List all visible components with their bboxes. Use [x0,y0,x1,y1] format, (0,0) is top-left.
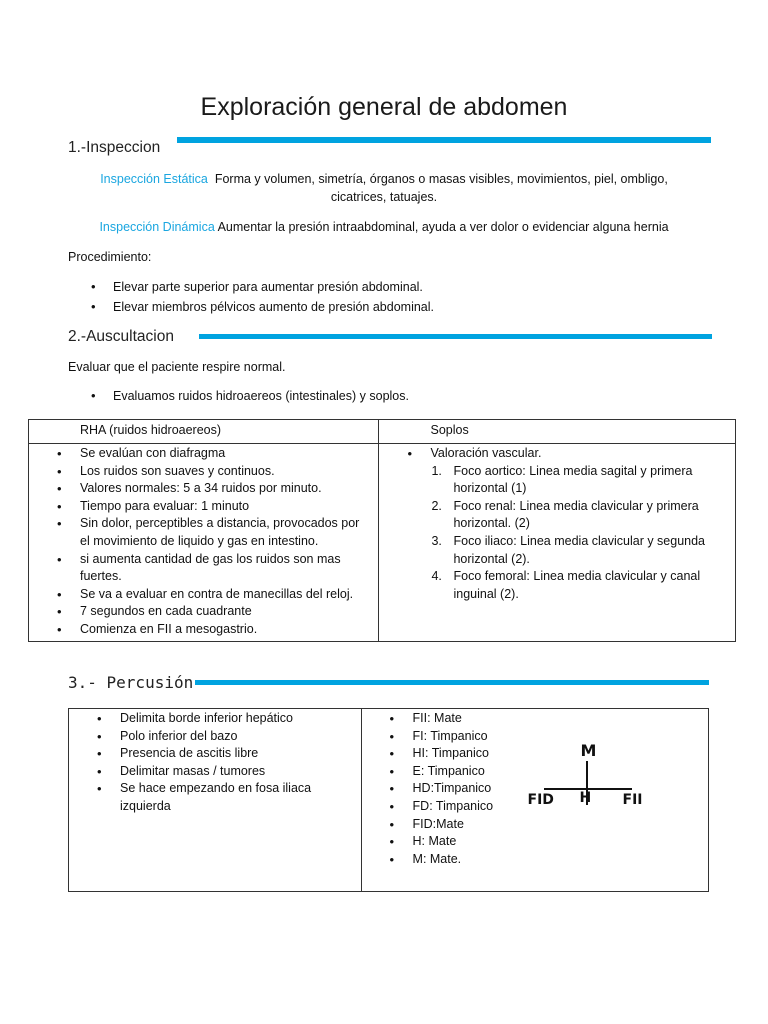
percusion-table [68,708,709,892]
list-item: 3. Foco iliaco: Linea media clavicular y segunda horizontal (2). [431,533,706,566]
list-item: • Evaluamos ruidos hidroaereos (intestinales) y soplos. [69,387,709,405]
diagram-label-center: H [579,790,592,806]
inspeccion-estatica-paragraph [60,170,708,206]
list-item: • FD: Timpanico [362,798,512,816]
list-item: • Elevar parte superior para aumentar presión abdominal. [69,278,709,296]
list-item: • Delimita borde inferior hepático [69,710,349,728]
list-item: • Sin dolor, perceptibles a distancia, provocados por el movimiento de liquido y gas en intestino. [29,515,368,550]
auscultacion-underline [199,334,712,339]
list-item: • Delimitar masas / tumores [69,763,349,781]
procedimiento-list [69,278,709,318]
page-title: Exploración general de abdomen [200,93,568,121]
list-item: 2. Foco renal: Linea media clavicular y primera horizontal. (2) [431,498,699,531]
auscultacion-list [69,387,709,407]
list-item: • Comienza en FII a mesogastrio. [29,621,368,639]
inspeccion-dinamica-paragraph [60,218,708,236]
estatica-label: Inspección Estática [100,172,208,186]
list-item: • Se va a evaluar en contra de manecillas del reloj. [29,586,368,604]
table-cell-rha [29,444,379,642]
diagram-label-left: FID [527,792,554,808]
table-cell-soplos [379,444,736,642]
dinamica-text: Aumentar la presión intraabdominal, ayuda a ver dolor o evidenciar alguna hernia [217,220,669,234]
list-item: • 7 segundos en cada cuadrante [29,603,368,621]
list-item: • FID:Mate [362,816,512,834]
estatica-text-1: Forma y volumen, simetría, órganos o masas visibles, movimientos, piel, ombligo, [214,172,668,186]
heading-auscultacion: 2.-Auscultacion [68,328,174,345]
list-item: • M: Mate. [362,851,512,869]
dinamica-label: Inspección Dinámica [99,220,215,234]
list-item: • si aumenta cantidad de gas los ruidos son mas fuertes. [29,551,368,586]
list-item: • Los ruidos son suaves y continuos. [29,463,368,481]
list-item: • Tiempo para evaluar: 1 minuto [29,498,368,516]
table-cell-percusion-sounds [361,709,708,892]
list-item: • Se hace empezando en fosa iliaca izquierda [69,780,349,815]
table-header-cell: Soplos [379,420,736,444]
estatica-text-2: cicatrices, tatuajes. [330,190,438,204]
list-item: 4. Foco femoral: Linea media clavicular y canal inguinal (2). [431,569,701,601]
list-item: • Se evalúan con diafragma [29,445,368,463]
list-item: • Presencia de ascitis libre [69,745,349,763]
heading-inspeccion: 1.-Inspeccion [68,139,161,156]
auscultacion-table [28,419,736,642]
list-item: • Valores normales: 5 a 34 ruidos por minuto. [29,480,368,498]
list-item: • E: Timpanico [362,763,512,781]
auscultacion-intro: Evaluar que el paciente respire normal. [68,360,286,374]
list-item: • HD:Timpanico [362,780,512,798]
list-item: • Valoración vascular. [379,445,735,463]
list-item: • HI: Timpanico [362,745,512,763]
diagram-label-right: FII [622,792,643,808]
list-item: • Polo inferior del bazo [69,728,349,746]
heading-percusion: 3.- Percusión [68,673,194,692]
percusion-underline [195,680,709,685]
list-item: • H: Mate [362,833,512,851]
title-underline [177,137,711,143]
table-header-cell: RHA (ruidos hidroaereos) [29,420,379,444]
list-item: • FII: Mate [362,710,512,728]
procedimiento-label: Procedimiento: [68,250,152,264]
quadrant-diagram [527,739,662,819]
table-cell-percusion-uses [69,709,362,892]
list-item: • Elevar miembros pélvicos aumento de presión abdominal. [69,298,709,316]
list-item: 1. Foco aortico: Linea media sagital y primera horizontal (1) [431,463,693,496]
diagram-label-top: M [580,741,597,760]
list-item: • FI: Timpanico [362,728,512,746]
